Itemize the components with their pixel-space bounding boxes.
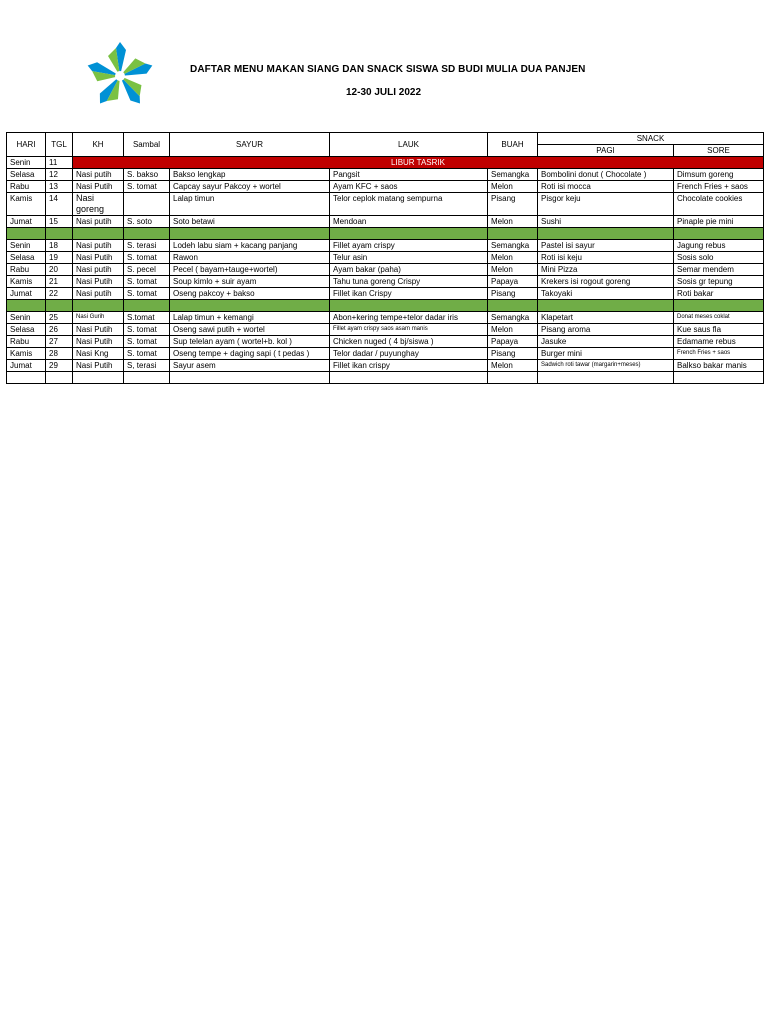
cell-kh: Nasi goreng <box>73 193 124 216</box>
cell-buah: Melon <box>488 216 538 228</box>
cell-pagi: Sadwich roti tawar (margarin+meses) <box>538 360 674 372</box>
cell-lauk: Pangsit <box>330 169 488 181</box>
table-row <box>7 276 764 288</box>
cell-hari: Senin <box>7 157 46 169</box>
cell-pagi: Pisgor keju <box>538 193 674 216</box>
page-title: DAFTAR MENU MAKAN SIANG DAN SNACK SISWA SD BUDI MULIA DUA PANJEN <box>190 64 586 75</box>
cell-sore: Jagung rebus <box>674 240 764 252</box>
cell-pagi: Burger mini <box>538 348 674 360</box>
cell-sayur: Pecel ( bayam+tauge+wortel) <box>170 264 330 276</box>
cell-lauk: Tahu tuna goreng Crispy <box>330 276 488 288</box>
date-range: 12-30 JULI 2022 <box>346 87 422 98</box>
cell-tgl: 11 <box>46 157 73 169</box>
menu-table <box>6 132 764 384</box>
cell-kh: Nasi putih <box>73 288 124 300</box>
cell-sayur: Sayur asem <box>170 360 330 372</box>
cell-sore: Edamame rebus <box>674 336 764 348</box>
cell-sambal: S. soto <box>124 216 170 228</box>
cell-kh: Nasi putih <box>73 216 124 228</box>
cell-lauk: Chicken nuged ( 4 bj/siswa ) <box>330 336 488 348</box>
table-row <box>7 252 764 264</box>
cell-sore: Semar mendem <box>674 264 764 276</box>
cell-sambal: S. terasi <box>124 240 170 252</box>
table-row <box>7 312 764 324</box>
cell-pagi: Klapetart <box>538 312 674 324</box>
cell-hari: Rabu <box>7 181 46 193</box>
cell-sayur: Oseng tempe + daging sapi ( t pedas ) <box>170 348 330 360</box>
cell-sambal: S. bakso <box>124 169 170 181</box>
cell-sore: Roti bakar <box>674 288 764 300</box>
school-logo <box>84 42 156 110</box>
cell-lauk: Fillet ayam crispy saos asam manis <box>330 324 488 336</box>
cell-lauk: Fillet ikan Crispy <box>330 288 488 300</box>
empty-row <box>7 372 764 384</box>
cell-hari: Rabu <box>7 336 46 348</box>
table-row <box>7 216 764 228</box>
cell-buah: Pisang <box>488 193 538 216</box>
cell-buah: Melon <box>488 360 538 372</box>
cell-sambal: S.tomat <box>124 312 170 324</box>
cell-lauk: Ayam KFC + saos <box>330 181 488 193</box>
cell-kh: Nasi Kng <box>73 348 124 360</box>
cell-sambal: S. tomat <box>124 252 170 264</box>
cell-kh: Nasi putih <box>73 240 124 252</box>
cell-buah: Semangka <box>488 312 538 324</box>
cell-sore: Sosis gr tepung <box>674 276 764 288</box>
cell-sayur: Soto betawi <box>170 216 330 228</box>
cell-sambal: S, terasi <box>124 360 170 372</box>
cell-tgl: 25 <box>46 312 73 324</box>
cell-kh: Nasi putih <box>73 264 124 276</box>
week-separator <box>7 300 764 312</box>
cell-lauk: Ayam bakar (paha) <box>330 264 488 276</box>
cell-pagi: Roti isi keju <box>538 252 674 264</box>
cell-pagi: Pisang aroma <box>538 324 674 336</box>
cell-pagi: Pastel isi sayur <box>538 240 674 252</box>
cell-pagi: Jasuke <box>538 336 674 348</box>
cell-sayur: Lalap timun <box>170 193 330 216</box>
cell-sambal: S. tomat <box>124 324 170 336</box>
cell-tgl: 12 <box>46 169 73 181</box>
col-snack: SNACK <box>538 133 764 145</box>
cell-tgl: 21 <box>46 276 73 288</box>
cell-hari: Kamis <box>7 276 46 288</box>
table-row <box>7 240 764 252</box>
cell-tgl: 14 <box>46 193 73 216</box>
cell-sore: Sosis solo <box>674 252 764 264</box>
cell-sayur: Rawon <box>170 252 330 264</box>
cell-hari: Senin <box>7 312 46 324</box>
table-row <box>7 181 764 193</box>
cell-pagi: Takoyaki <box>538 288 674 300</box>
table-row <box>7 360 764 372</box>
cell-sambal: S. tomat <box>124 348 170 360</box>
week-separator <box>7 228 764 240</box>
cell-sayur: Soup kimlo + suir ayam <box>170 276 330 288</box>
cell-hari: Selasa <box>7 252 46 264</box>
cell-sayur: Oseng pakcoy + bakso <box>170 288 330 300</box>
cell-sore: Chocolate cookies <box>674 193 764 216</box>
table-row <box>7 324 764 336</box>
cell-buah: Semangka <box>488 240 538 252</box>
cell-hari: Kamis <box>7 193 46 216</box>
cell-sore: French Fries + saos <box>674 348 764 360</box>
cell-kh: Nasi Putih <box>73 324 124 336</box>
cell-tgl: 15 <box>46 216 73 228</box>
cell-buah: Melon <box>488 181 538 193</box>
cell-lauk: Telor dadar / puyunghay <box>330 348 488 360</box>
cell-sambal: S. tomat <box>124 276 170 288</box>
cell-sayur: Bakso lengkap <box>170 169 330 181</box>
cell-buah: Papaya <box>488 336 538 348</box>
cell-lauk: Telur asin <box>330 252 488 264</box>
cell-lauk: Telor ceplok matang sempurna <box>330 193 488 216</box>
cell-lauk: Fillet ikan crispy <box>330 360 488 372</box>
cell-lauk: Abon+kering tempe+telor dadar iris <box>330 312 488 324</box>
cell-sambal <box>124 193 170 216</box>
cell-sayur: Oseng sawi putih + wortel <box>170 324 330 336</box>
table-row <box>7 193 764 216</box>
cell-pagi: Bombolini donut ( Chocolate ) <box>538 169 674 181</box>
cell-sore: Kue saus fla <box>674 324 764 336</box>
cell-pagi: Mini Pizza <box>538 264 674 276</box>
cell-kh: Nasi putih <box>73 169 124 181</box>
col-lauk: LAUK <box>330 133 488 157</box>
cell-hari: Jumat <box>7 360 46 372</box>
table-row <box>7 336 764 348</box>
cell-tgl: 19 <box>46 252 73 264</box>
cell-kh: Nasi Putih <box>73 181 124 193</box>
cell-buah: Papaya <box>488 276 538 288</box>
cell-tgl: 29 <box>46 360 73 372</box>
cell-sore: Pinaple pie mini <box>674 216 764 228</box>
cell-sayur: Capcay sayur Pakcoy + wortel <box>170 181 330 193</box>
cell-buah: Melon <box>488 324 538 336</box>
cell-tgl: 27 <box>46 336 73 348</box>
cell-sayur: Sup telelan ayam ( wortel+b. kol ) <box>170 336 330 348</box>
holiday-banner: LIBUR TASRIK <box>73 157 764 169</box>
col-tgl: TGL <box>46 133 73 157</box>
cell-sore: Dimsum goreng <box>674 169 764 181</box>
table-row <box>7 348 764 360</box>
header-row-1 <box>7 133 764 145</box>
table-row <box>7 264 764 276</box>
col-sayur: SAYUR <box>170 133 330 157</box>
cell-kh: Nasi Putih <box>73 360 124 372</box>
cell-buah: Pisang <box>488 288 538 300</box>
cell-pagi: Sushi <box>538 216 674 228</box>
cell-sambal: S. tomat <box>124 181 170 193</box>
table-row <box>7 288 764 300</box>
cell-hari: Rabu <box>7 264 46 276</box>
cell-buah: Melon <box>488 264 538 276</box>
col-hari: HARI <box>7 133 46 157</box>
col-sambal: Sambal <box>124 133 170 157</box>
cell-sambal: S. tomat <box>124 288 170 300</box>
cell-sambal: S. tomat <box>124 336 170 348</box>
cell-tgl: 22 <box>46 288 73 300</box>
cell-sore: Balkso bakar manis <box>674 360 764 372</box>
flower-petals-icon <box>86 42 154 107</box>
cell-pagi: Krekers isi rogout goreng <box>538 276 674 288</box>
cell-sambal: S. pecel <box>124 264 170 276</box>
cell-sayur: Lalap timun + kemangi <box>170 312 330 324</box>
cell-hari: Jumat <box>7 216 46 228</box>
cell-buah: Melon <box>488 252 538 264</box>
cell-buah: Pisang <box>488 348 538 360</box>
col-kh: KH <box>73 133 124 157</box>
cell-tgl: 26 <box>46 324 73 336</box>
cell-kh: Nasi Putih <box>73 336 124 348</box>
cell-tgl: 18 <box>46 240 73 252</box>
col-sore: SORE <box>674 145 764 157</box>
cell-hari: Senin <box>7 240 46 252</box>
cell-kh: Nasi Putih <box>73 276 124 288</box>
cell-hari: Kamis <box>7 348 46 360</box>
col-buah: BUAH <box>488 133 538 157</box>
col-pagi: PAGI <box>538 145 674 157</box>
cell-kh: Nasi Putih <box>73 252 124 264</box>
cell-lauk: Fillet ayam crispy <box>330 240 488 252</box>
cell-sore: French Fries + saos <box>674 181 764 193</box>
cell-sayur: Lodeh labu siam + kacang panjang <box>170 240 330 252</box>
cell-pagi: Roti isi mocca <box>538 181 674 193</box>
cell-tgl: 20 <box>46 264 73 276</box>
cell-tgl: 28 <box>46 348 73 360</box>
cell-tgl: 13 <box>46 181 73 193</box>
table-row <box>7 169 764 181</box>
cell-hari: Jumat <box>7 288 46 300</box>
cell-kh: Nasi Gurih <box>73 312 124 324</box>
cell-lauk: Mendoan <box>330 216 488 228</box>
cell-hari: Selasa <box>7 324 46 336</box>
table-row-holiday <box>7 157 764 169</box>
cell-buah: Semangka <box>488 169 538 181</box>
cell-sore: Donat meses coklat <box>674 312 764 324</box>
cell-hari: Selasa <box>7 169 46 181</box>
